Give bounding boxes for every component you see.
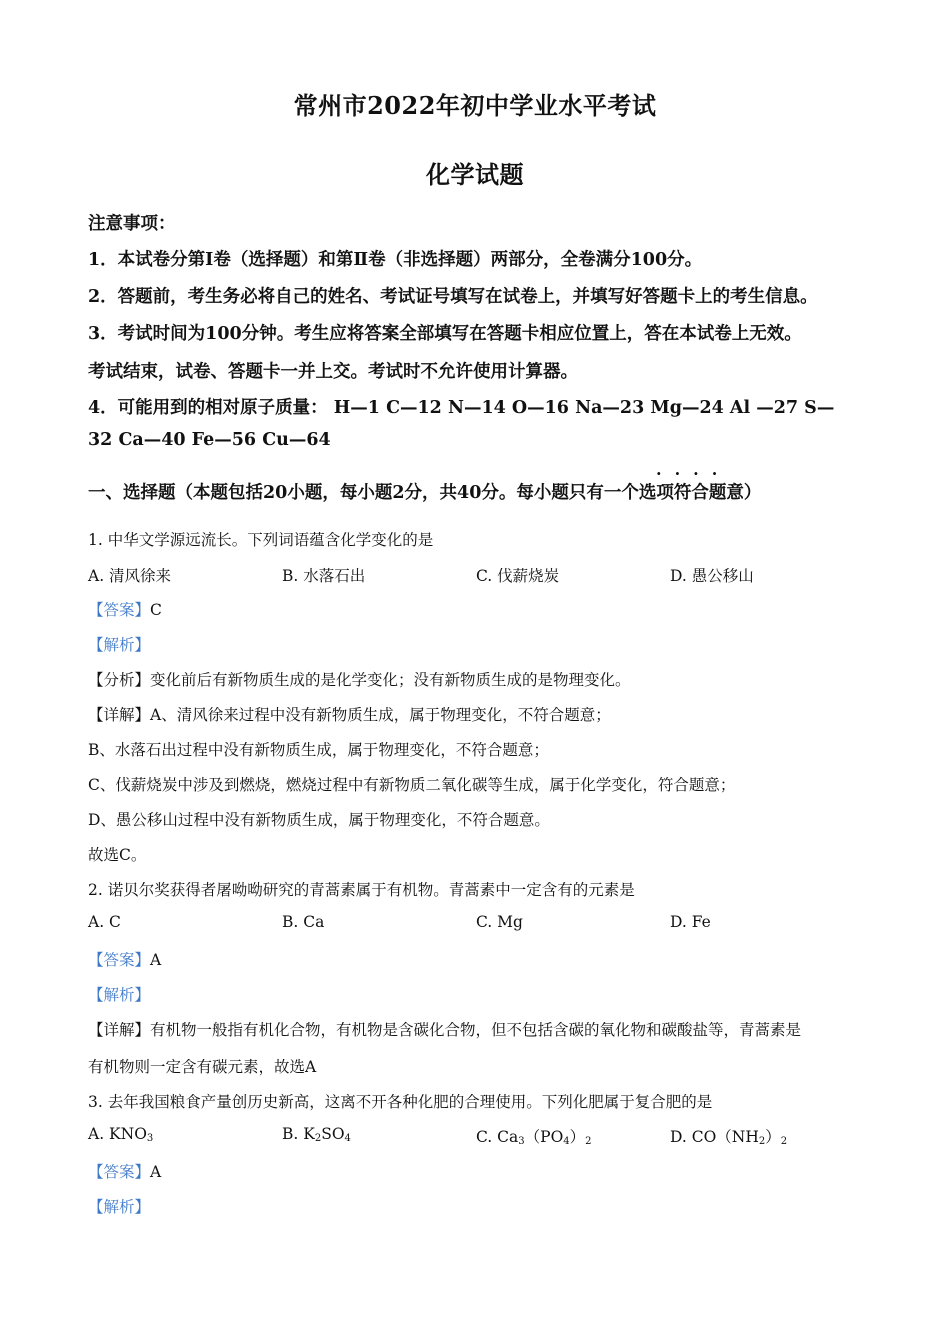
q2-stem: 2. 诺贝尔奖获得者屠呦呦研究的青蒿素属于有机物。青蒿素中一定含有的元素是: [88, 881, 635, 899]
q3-option-d: D. $CO(NH_2)_2$: [670, 1128, 788, 1147]
q1-option-a: A. 清风徐来: [88, 567, 172, 585]
q3-stem: 3. 去年我国粮食产量创历史新高，这离不开各种化肥的合理使用。下列化肥属于复合肥的是: [88, 1093, 713, 1111]
q2-analysis-line: 有机物则一定含有碳元素，故选A: [88, 1058, 317, 1076]
q1-option-b: B. 水落石出: [282, 567, 366, 585]
q1-answer-value: C: [150, 601, 162, 619]
q1-analysis-line: D、愚公移山过程中没有新物质生成，属于物理变化，不符合题意。: [88, 811, 550, 829]
q1-analysis-line: 【详解】A、清风徐来过程中没有新物质生成，属于物理变化，不符合题意；: [88, 706, 611, 724]
notice-item-3: 3．考试时间为100分钟。考生应将答案全部填写在答题卡相应位置上，答在本试卷上无效。: [88, 324, 802, 344]
notice-item-3-cont: 考试结束，试卷、答题卡一并上交。考试时不允许使用计算器。: [88, 362, 578, 382]
q3-option-c: C. $Ca_3(PO_4)_2$: [476, 1128, 592, 1147]
notice-item-4-cont: 32 Ca—40 Fe—56 Cu—64: [88, 430, 331, 450]
q1-option-d: D. 愚公移山: [670, 567, 754, 585]
emphasis-dots: ····: [656, 464, 731, 483]
q3-answer-value: A: [150, 1163, 162, 1181]
q2-option-b: B. Ca: [282, 913, 325, 931]
notice-item-4: 4．可能用到的相对原子质量： H—1 C—12 N—14 O—16 Na—23 Mg—24 Al —27 S—: [88, 398, 835, 418]
q1-analysis-tag: 【解析】: [88, 636, 151, 654]
exam-subtitle: 化学试题: [426, 160, 524, 189]
answer-tag: 【答案】: [88, 951, 151, 969]
q3-answer: [88, 1160, 161, 1182]
notice-item-2: 2．答题前，考生务必将自己的姓名、考试证号填写在试卷上，并填写好答题卡上的考生信息。: [88, 287, 818, 307]
q3-option-a: A. $KNO_3$: [88, 1125, 154, 1144]
q2-option-d: D. Fe: [670, 913, 711, 931]
q1-analysis-line: C、伐薪烧炭中涉及到燃烧，燃烧过程中有新物质二氧化碳等生成，属于化学变化，符合题意；: [88, 776, 736, 794]
q2-analysis-tag: 【解析】: [88, 986, 151, 1004]
q1-analysis-line: 故选C。: [88, 846, 147, 864]
exam-title: 常州市2022年初中学业水平考试: [293, 91, 657, 120]
q1-stem: 1. 中华文学源远流长。下列词语蕴含化学变化的是: [88, 531, 434, 549]
answer-tag: 【答案】: [88, 601, 151, 619]
q2-option-a: A. C: [88, 913, 121, 931]
q2-analysis-line: 【详解】有机物一般指有机化合物，有机物是含碳化合物，但不包括含碳的氧化物和碳酸盐等，青蒿素是: [88, 1021, 802, 1039]
q3-option-b: B. $K_2SO_4$: [282, 1125, 351, 1144]
q2-answer-value: A: [150, 951, 162, 969]
q1-analysis-line: B、水落石出过程中没有新物质生成，属于物理变化，不符合题意；: [88, 741, 549, 759]
q1-analysis-line: 【分析】变化前后有新物质生成的是化学变化；没有新物质生成的是物理变化。: [88, 671, 631, 689]
q3-analysis-tag: 【解析】: [88, 1198, 151, 1216]
section-heading: 一、选择题（本题包括20小题，每小题2分，共40分。每小题只有一个选项符合题意）: [88, 483, 762, 503]
q2-answer: [88, 948, 161, 970]
notice-item-1: 1．本试卷分第Ⅰ卷（选择题）和第Ⅱ卷（非选择题）两部分，全卷满分100分。: [88, 250, 703, 270]
answer-tag: 【答案】: [88, 1163, 151, 1181]
q1-answer: [88, 598, 162, 620]
q2-option-c: C. Mg: [476, 913, 523, 931]
notice-heading: 注意事项：: [88, 214, 176, 234]
q1-option-c: C. 伐薪烧炭: [476, 567, 560, 585]
